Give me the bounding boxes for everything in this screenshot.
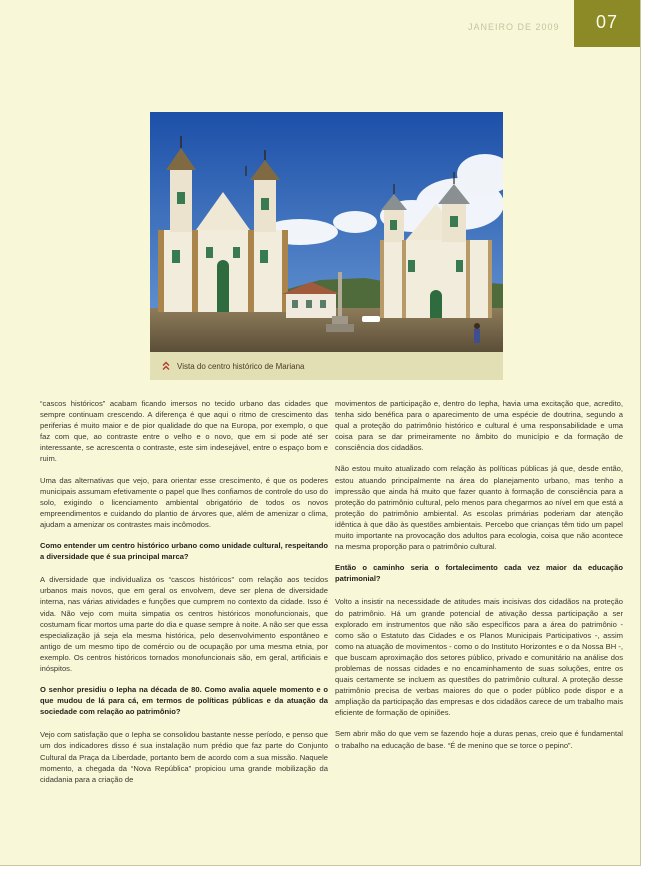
caption-text: Vista do centro histórico de Mariana [177,361,305,371]
interview-question: Então o caminho seria o fortalecimento cada vez maior da educação patrimonial? [335,563,623,584]
mariana-churches-photo [150,112,503,352]
photo-frame [150,112,503,380]
paragraph: Vejo com satisfação que o Iepha se consolidou bastante nesse período, e penso que um dos indicadores disso é sua instalação num prédio que faz parte do Conjunto Cultural da Praça da Liberdade, portanto bem de acordo com a sua missão. Naquele momento, a chegada da “Nova República” propiciou uma grande mobilização da cidadania para a criação de [40,730,328,784]
interview-question: Como entender um centro histórico urbano como unidade cultural, respeitando a diversidade que é sua principal marca? [40,541,328,562]
chevron-up-icon [162,361,170,371]
paragraph: Não estou muito atualizado com relação às políticas públicas já que, desde então, estou atuando principalmente na área do planejamento urbano, mas tenho a impressão que ainda há muito que fazer quanto à formação de consciência para a proteção do patrimônio cultural, pelo menos para chegarmos ao nível em que está a proteção do patrimônio ambiental. As escolas primárias poderiam dar atenção idêntica à que dão às questões ambientais. Percebo que crianças têm tido um papel muito importante na provocação dos adultos para ecologia, coisa que não acontece na mesma proporção para o patrimônio cultural. [335,464,623,552]
interview-question: O senhor presidiu o Iepha na década de 80. Como avalia aquele momento e o que mudou de lá para cá, em termos de políticas públicas e da atuação da sociedade com relação ao patrimônio? [40,685,328,717]
paragraph: Volto a insistir na necessidade de atitudes mais incisivas dos cidadãos na proteção do patrimônio. Há um grande potencial de ativação dessa participação a ser explorado em instrumentos que não são específicos para a área do patrimônio - como são o Estatuto das Cidades e os Planos Municipais Participativos -, assim como na atuação de movimentos - como o do Instituto Horizontes e o da Nossa BH -, que buscam aproximação dos setores público, privado e comunitário na análise dos problemas de nossas cidades e no encaminhamento de suas soluções, entre os quais certamente se incluem as questões do patrimônio cultural. A proteção desse patrimônio precisa de verbas maiores do que o poder público pode dispor e a ampliação da participação das empresas e dos cidadãos carece de um trabalho mais eficiente de formação de opiniões. [335,597,623,718]
left-text-column [40,398,328,795]
paragraph: A diversidade que individualiza os “cascos históricos” com relação aos tecidos urbanos mais novos, que em geral os envolvem, deve ser plena de diversidade interna, nas várias atividades e funções que cumprem no contexto da cidade. Isso é vida. Não vejo com muita simpatia os centros históricos monofuncionais, que costumam ficar mortos uma parte do dia e quase sempre à noite. A não ser que essa especialização já seja ela mesma histórica, pelo desenvolvimento espontâneo e antigo de um mesmo tipo de comércio ou de ocupação por uma mesma etnia, por exemplo. Os centros históricos tornados monofuncionais são, em geral, artificiais e inóspitos. [40,575,328,673]
photo-caption [162,361,304,371]
paragraph: “cascos históricos” acabam ficando imersos no tecido urbano das cidades que sempre continuam crescendo. A diferença é que aqui o ritmo de crescimento das periferias é muito maior e de pior qualidade do que na Europa, por exemplo, o que faz com que, ao contraste entre o velho e o novo, que em si pode até ser interessante, se acrescenta o contraste, este sim indesejável, entre o espaço bom e ruim. [40,399,328,464]
paragraph: Uma das alternativas que vejo, para orientar esse crescimento, é que os poderes municipais assumam efetivamente o papel que lhes confiamos de controle do uso do solo, exigindo o licenciamento ambiental obrigatório de todos os novos empreendimentos e cuidando do plantio de árvores que, além de amenizar o clima, ajudam a amenizar os contrastes mais incômodos. [40,475,328,529]
right-text-column [335,398,623,761]
page-number: 07 [574,0,640,47]
paragraph: movimentos de participação e, dentro do Iepha, havia uma excitação que, acredito, tenha sido benéfica para o aparecimento de uma espécie de doutrina, segundo a qual a proteção do patrimônio histórico e cultural é uma responsabilidade e uma coisa para se dar primeiramente no âmbito do município e da formação de consciência dos cidadãos. [335,399,623,453]
paragraph: Sem abrir mão do que vem se fazendo hoje a duras penas, creio que é fundamental o trabalho na educação de base. “É de menino que se torce o pepino”. [335,729,623,750]
issue-date: JANEIRO DE 2009 [468,22,560,32]
